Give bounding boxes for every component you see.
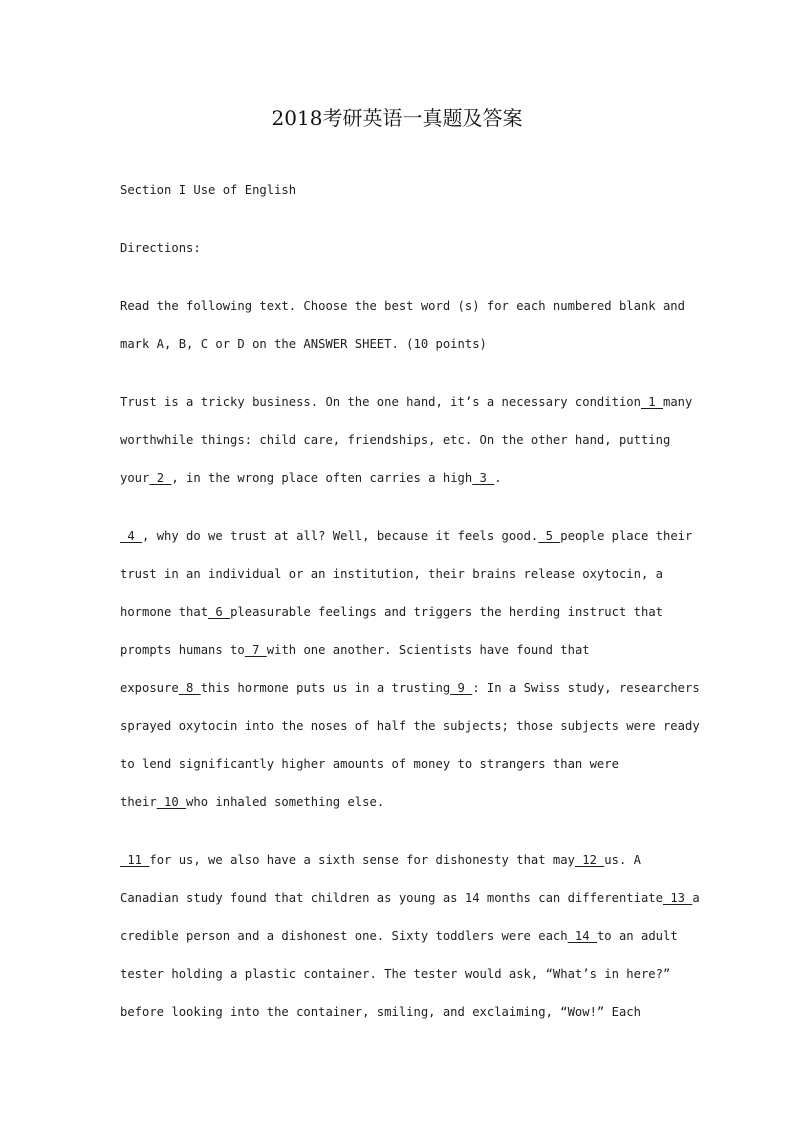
line-text: this hormone puts us in a trusting bbox=[200, 681, 451, 695]
line-text: prompts humans to bbox=[120, 643, 245, 657]
line-text: a bbox=[692, 891, 700, 905]
blank-13: 13 bbox=[662, 891, 693, 905]
passage-line bbox=[120, 393, 692, 411]
line-text: exposure bbox=[120, 681, 179, 695]
directions-label: Directions: bbox=[120, 241, 201, 255]
line-text: hormone that bbox=[120, 605, 209, 619]
line-text: tester holding a plastic container. The tester would ask, “What’s in here?” bbox=[120, 967, 671, 981]
blank-6: 6 bbox=[208, 605, 231, 619]
line-text: for us, we also have a sixth sense for dishonesty that may bbox=[149, 853, 575, 867]
blank-1: 1 bbox=[640, 395, 663, 409]
line-text: people place their bbox=[560, 529, 693, 543]
passage-line bbox=[120, 527, 692, 545]
line-text: to lend significantly higher amounts of money to strangers than were bbox=[120, 757, 619, 771]
line-text: . bbox=[494, 471, 502, 485]
passage-line bbox=[120, 717, 700, 735]
line-text: , why do we trust at all? Well, because it feels good. bbox=[142, 529, 539, 543]
passage-line bbox=[120, 889, 700, 907]
passage-line bbox=[120, 793, 384, 811]
passage-line bbox=[120, 641, 590, 659]
blank-2: 2 bbox=[149, 471, 172, 485]
blank-12: 12 bbox=[574, 853, 605, 867]
passage-line bbox=[120, 1003, 641, 1021]
blank-7: 7 bbox=[244, 643, 267, 657]
directions-line: mark A, B, C or D on the ANSWER SHEET. (10 points) bbox=[120, 337, 487, 351]
line-text: their bbox=[120, 795, 157, 809]
directions-line: Read the following text. Choose the best word (s) for each numbered blank and bbox=[120, 299, 685, 313]
blank-11: 11 bbox=[120, 853, 150, 867]
passage-line bbox=[120, 565, 663, 583]
passage-line bbox=[120, 603, 663, 621]
line-text: your bbox=[120, 471, 150, 485]
line-text: many bbox=[662, 395, 693, 409]
line-text: trust in an individual or an institution, their brains release oxytocin, a bbox=[120, 567, 663, 581]
blank-4: 4 bbox=[120, 529, 143, 543]
passage-line bbox=[120, 851, 641, 869]
section-heading: Section I Use of English bbox=[120, 183, 297, 197]
line-text: us. A bbox=[604, 853, 641, 867]
line-text: : In a Swiss study, researchers bbox=[472, 681, 700, 695]
blank-5: 5 bbox=[538, 529, 561, 543]
line-text: credible person and a dishonest one. Sixty toddlers were each bbox=[120, 929, 568, 943]
blank-8: 8 bbox=[178, 681, 201, 695]
line-text: Canadian study found that children as young as 14 months can differentiate bbox=[120, 891, 663, 905]
blank-9: 9 bbox=[450, 681, 473, 695]
passage-line bbox=[120, 679, 700, 697]
passage-line bbox=[120, 927, 678, 945]
passage-line bbox=[120, 469, 502, 487]
document-title: 2018考研英语一真题及答案 bbox=[271, 106, 523, 130]
blank-14: 14 bbox=[567, 929, 597, 943]
blank-3: 3 bbox=[472, 471, 495, 485]
passage-line bbox=[120, 755, 619, 773]
line-text: , in the wrong place often carries a high bbox=[171, 471, 473, 485]
line-text: with one another. Scientists have found that bbox=[266, 643, 590, 657]
line-text: pleasurable feelings and triggers the herding instruct that bbox=[230, 605, 663, 619]
line-text: Trust is a tricky business. On the one hand, it’s a necessary condition bbox=[120, 395, 641, 409]
passage-line bbox=[120, 965, 670, 983]
blank-10: 10 bbox=[156, 795, 187, 809]
line-text: who inhaled something else. bbox=[186, 795, 385, 809]
line-text: worthwhile things: child care, friendships, etc. On the other hand, putting bbox=[120, 433, 671, 447]
line-text: to an adult bbox=[596, 929, 678, 943]
line-text: before looking into the container, smiling, and exclaiming, “Wow!” Each bbox=[120, 1005, 641, 1019]
passage-line bbox=[120, 431, 670, 449]
line-text: sprayed oxytocin into the noses of half the subjects; those subjects were ready bbox=[120, 719, 700, 733]
